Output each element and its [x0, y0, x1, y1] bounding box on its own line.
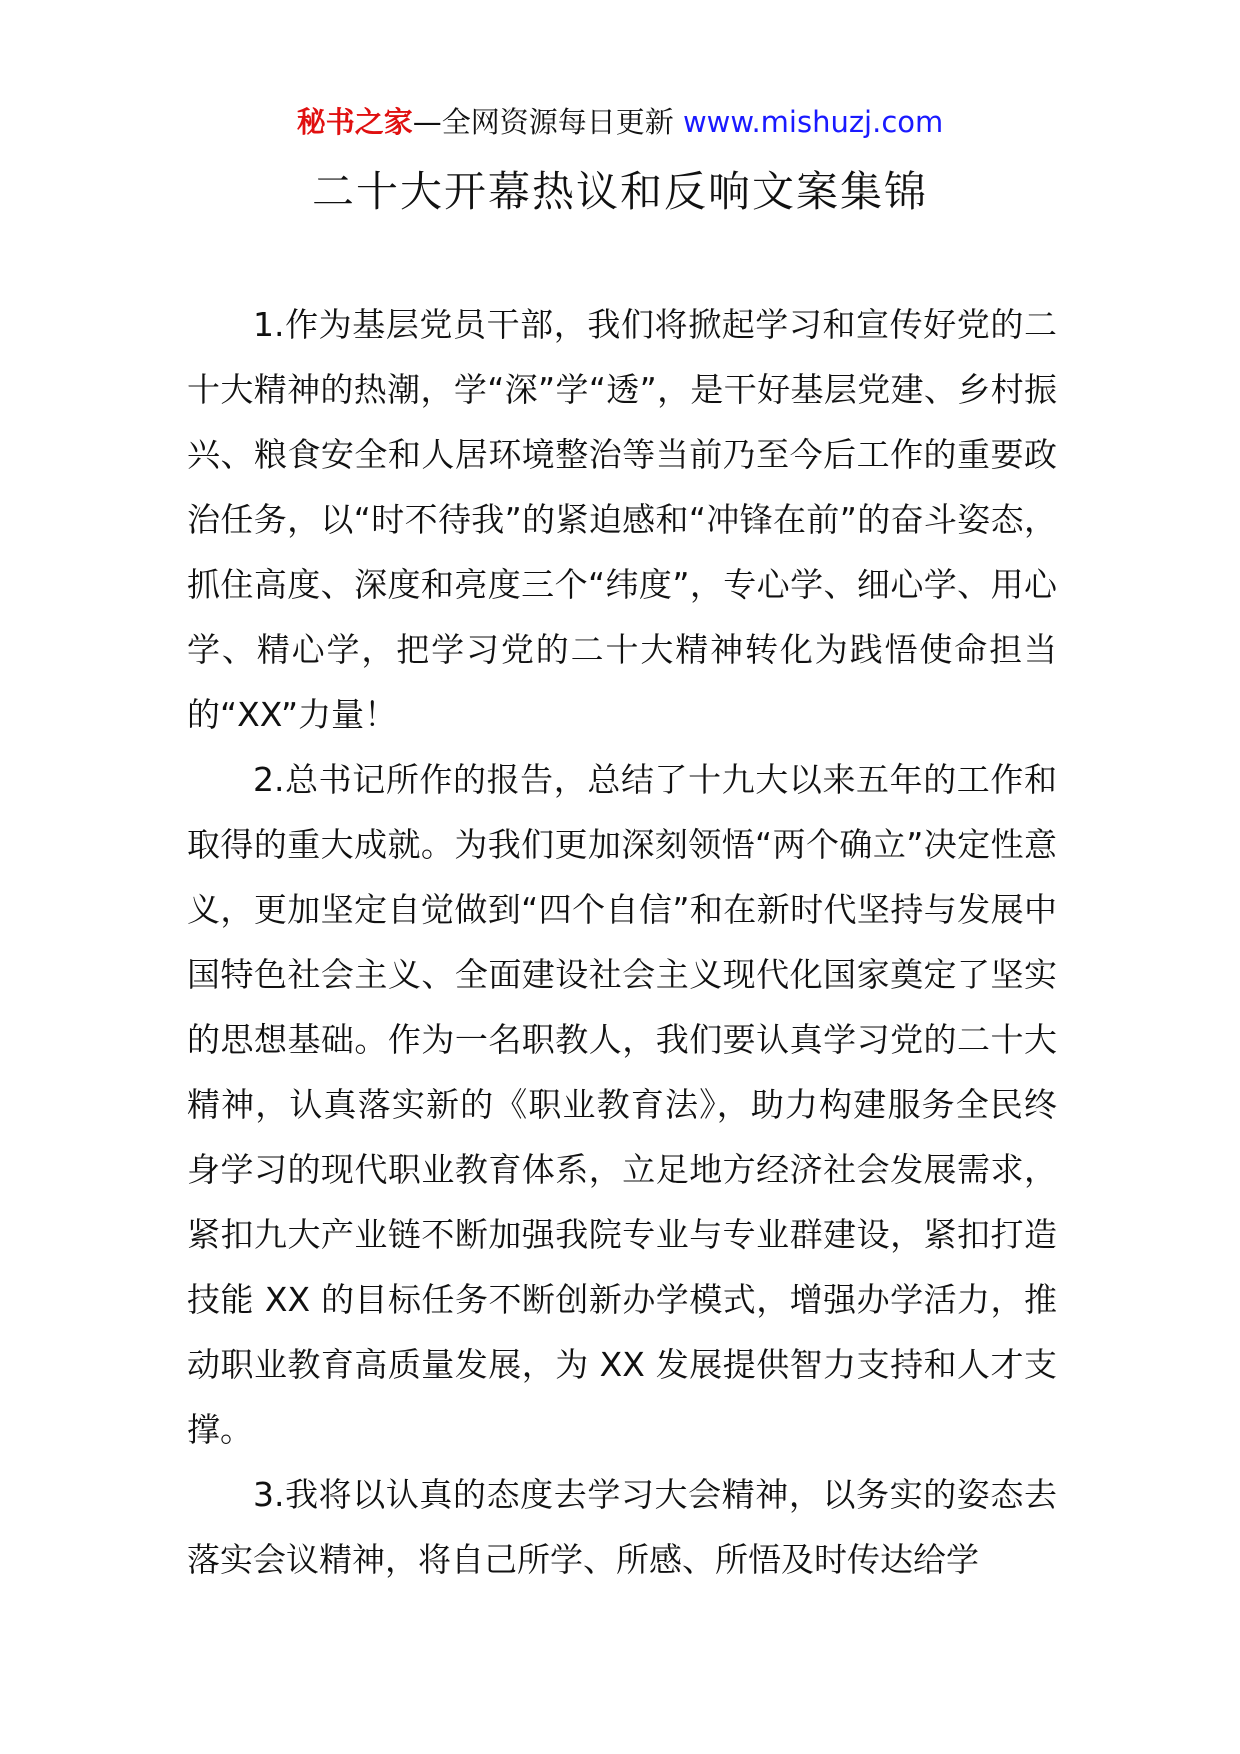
paragraph-3: 3.我将以认真的态度去学习大会精神，以务实的姿态去落实会议精神，将自己所学、所感、所悟及时传达给学	[187, 1475, 1057, 1579]
site-header	[0, 102, 1240, 142]
site-url-link[interactable]: www.mishuzj.com	[682, 105, 944, 139]
brand-name: 秘书之家	[296, 105, 413, 139]
document-body	[187, 292, 1057, 1592]
document-title: 二十大开幕热议和反响文案集锦	[311, 167, 928, 216]
header-tagline: —全网资源每日更新	[412, 105, 683, 139]
paragraph-1: 1.作为基层党员干部，我们将掀起学习和宣传好党的二十大精神的热潮，学“深”学“透”，是干好基层党建、乡村振兴、粮食安全和人居环境整治等当前乃至今后工作的重要政治任务，以“时不待我”的紧迫感和“冲锋在前”的奋斗姿态，抓住高度、深度和亮度三个“纬度”，专心学、细心学、用心学、精心学，把学习党的二十大精神转化为践悟使命担当的“XX”力量！	[187, 305, 1057, 734]
paragraph-2: 2.总书记所作的报告，总结了十九大以来五年的工作和取得的重大成就。为我们更加深刻领悟“两个确立”决定性意义，更加坚定自觉做到“四个自信”和在新时代坚持与发展中国特色社会主义、全面建设社会主义现代化国家奠定了坚实的思想基础。作为一名职教人，我们要认真学习党的二十大精神，认真落实新的《职业教育法》，助力构建服务全民终身学习的现代职业教育体系，立足地方经济社会发展需求，紧扣九大产业链不断加强我院专业与专业群建设，紧扣打造技能 XX 的目标任务不断创新办学模式，增强办学活力，推动职业教育高质量发展，为 XX 发展提供智力支持和人才支撑。	[187, 760, 1057, 1449]
